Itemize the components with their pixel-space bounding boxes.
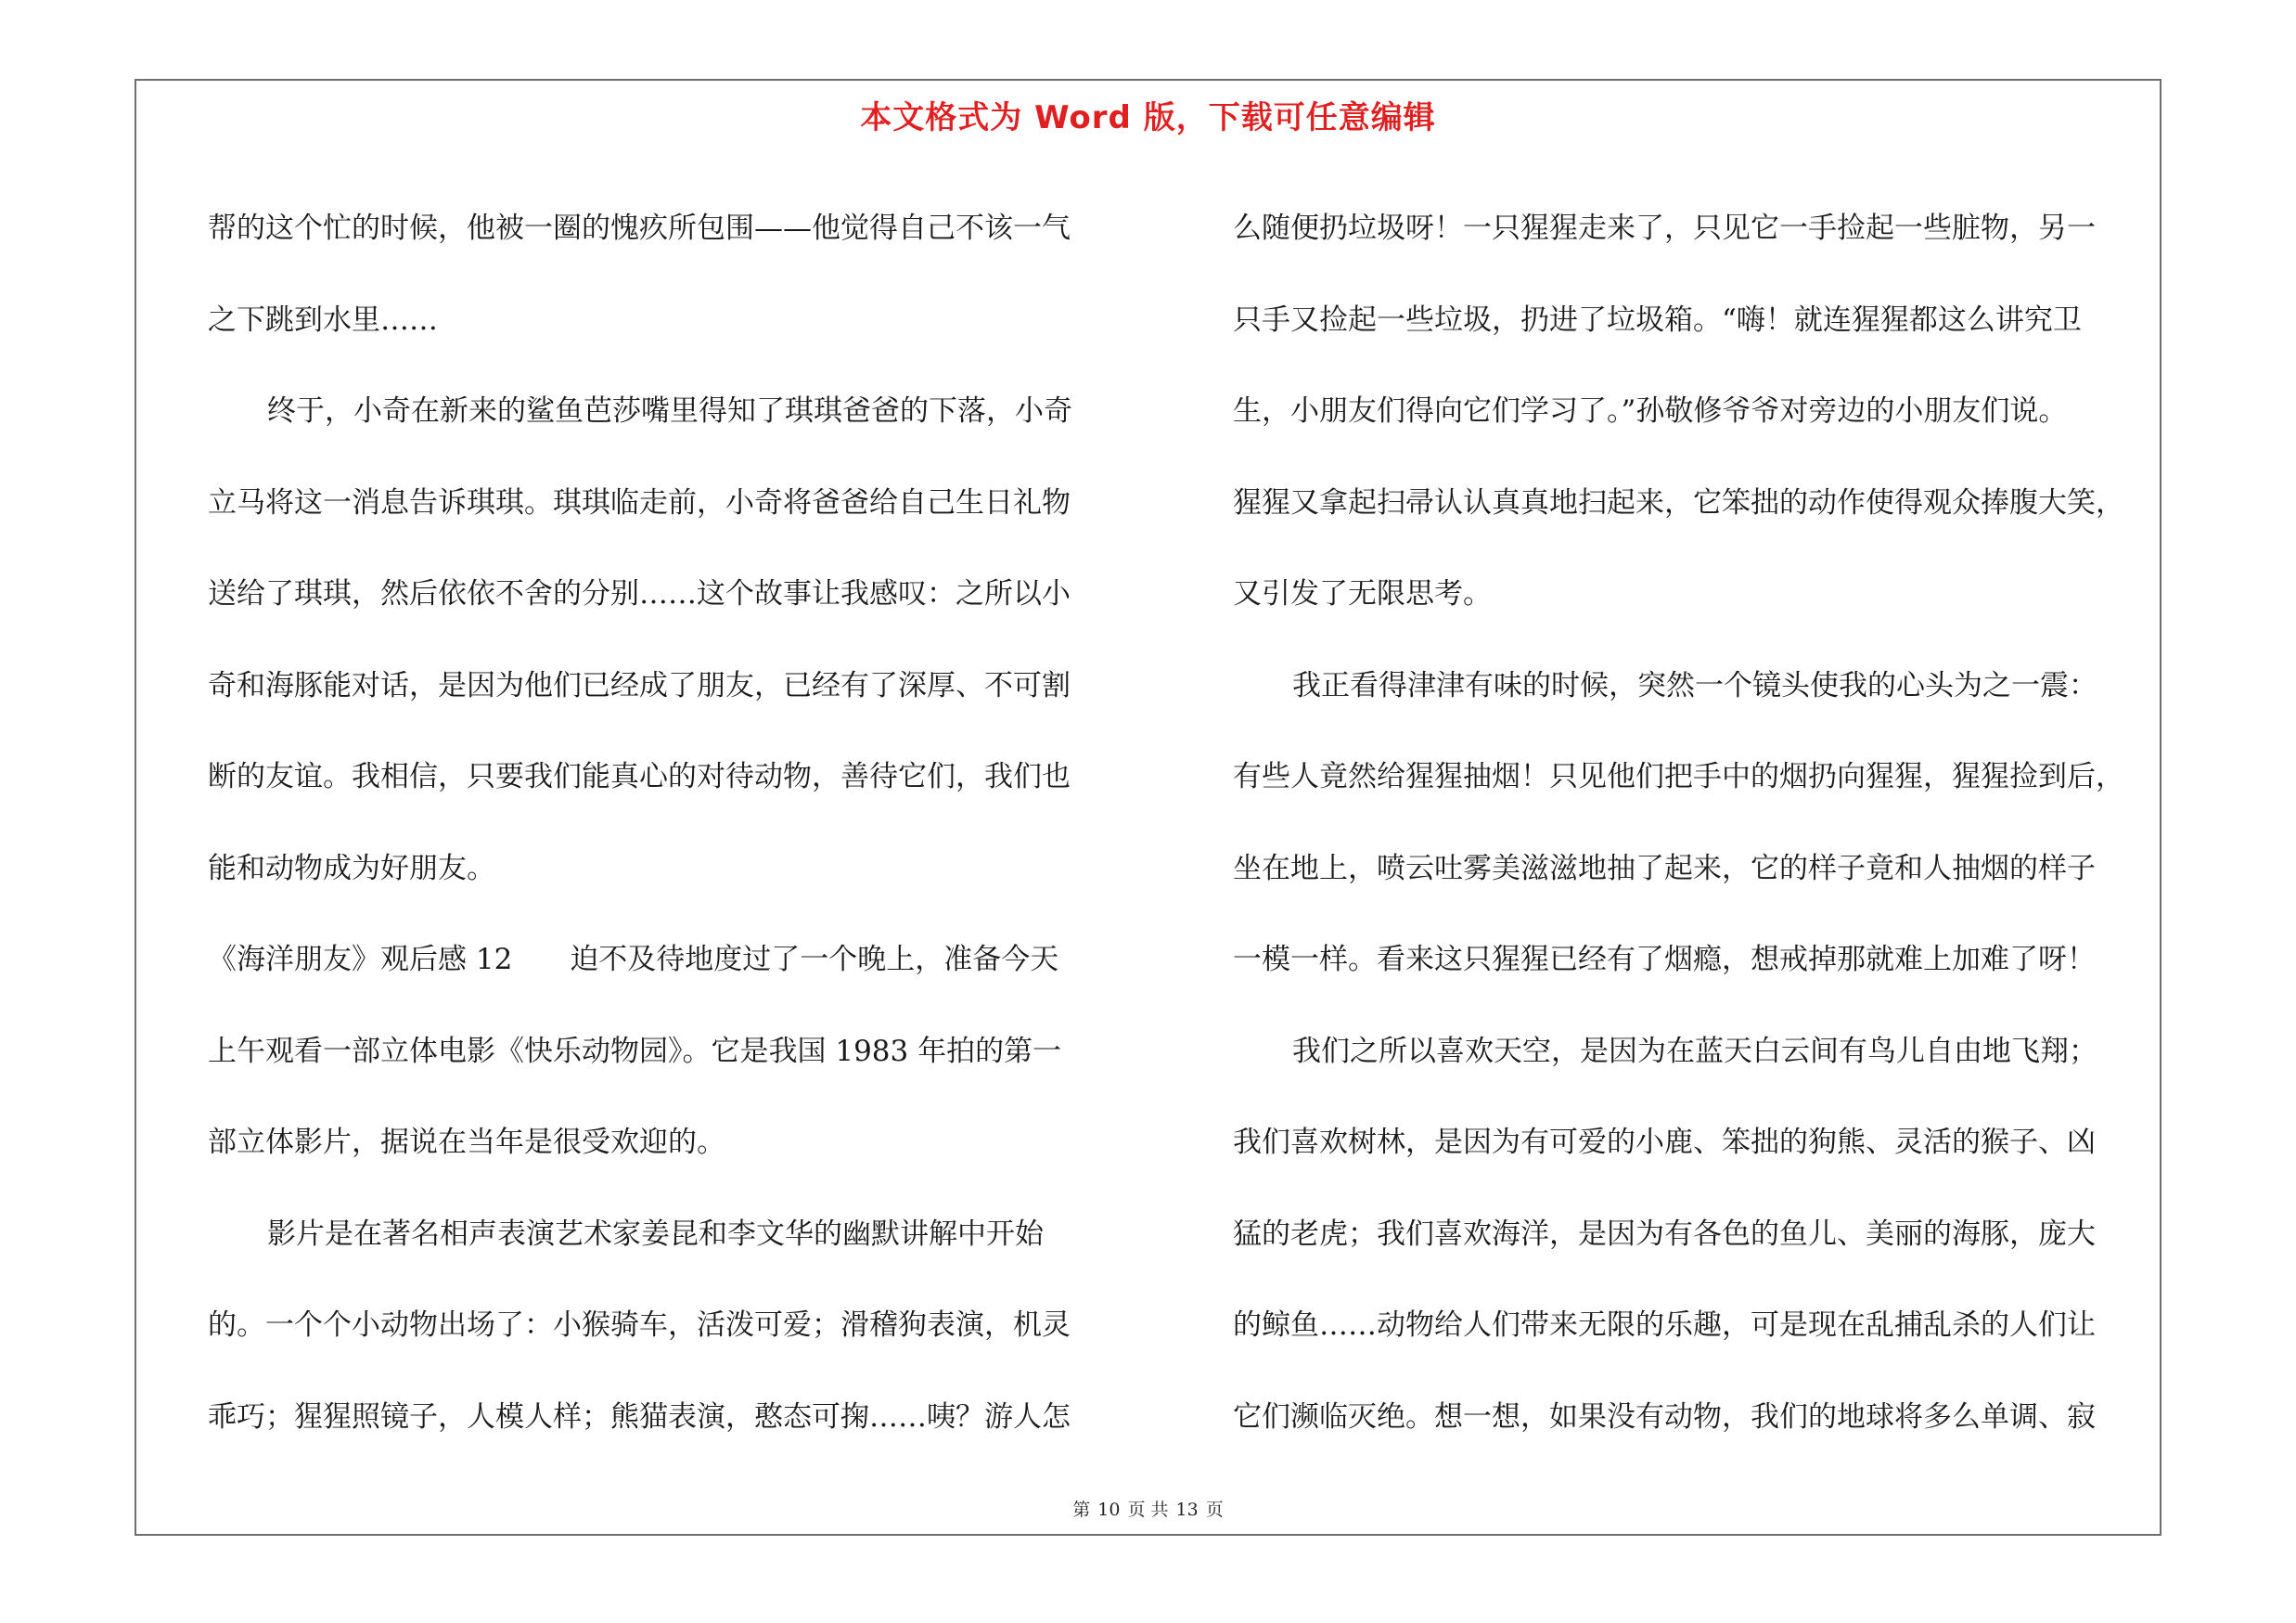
- text-line: 的鲸鱼……动物给人们带来无限的乐趣，可是现在乱捕乱杀的人们让: [1233, 1308, 2096, 1342]
- text-line: 乖巧；猩猩照镜子，人模人样；熊猫表演，憨态可掬……咦？游人怎: [208, 1399, 1071, 1434]
- text-line: 只手又捡起一些垃圾，扔进了垃圾箱。“嗨！就连猩猩都这么讲究卫: [1233, 303, 2082, 337]
- text-line: 生，小朋友们得向它们学习了。”孙敬修爷爷对旁边的小朋友们说。: [1233, 394, 2068, 428]
- text-line: 猛的老虎；我们喜欢海洋，是因为有各色的鱼儿、美丽的海豚，庞大: [1233, 1217, 2096, 1251]
- current-page-number: 10: [1097, 1500, 1121, 1520]
- text-line: 之下跳到水里……: [208, 303, 438, 337]
- total-page-count: 13: [1175, 1500, 1199, 1520]
- text-line: 又引发了无限思考。: [1233, 577, 1492, 611]
- text-line: 我正看得津津有味的时候，突然一个镜头使我的心头为之一震：: [1292, 668, 2097, 702]
- page-frame: [135, 79, 2161, 1536]
- text-line: 断的友谊。我相信，只要我们能真心的对待动物，善待它们，我们也: [208, 760, 1071, 793]
- text-line: 能和动物成为好朋友。: [208, 851, 495, 885]
- page-footer: [136, 1496, 2160, 1521]
- text-line: 部立体影片，据说在当年是很受欢迎的。: [208, 1126, 725, 1159]
- text-line: 影片是在著名相声表演艺术家姜昆和李文华的幽默讲解中开始: [267, 1217, 1044, 1251]
- text-line: 坐在地上，喷云吐雾美滋滋地抽了起来，它的样子竟和人抽烟的样子: [1233, 851, 2096, 885]
- article-title: 《海洋朋友》观后感 12: [208, 943, 513, 976]
- text-line: 立马将这一消息告诉琪琪。琪琪临走前，小奇将爸爸给自己生日礼物: [208, 485, 1071, 520]
- text-line: 奇和海豚能对话，是因为他们已经成了朋友，已经有了深厚、不可割: [208, 668, 1071, 702]
- text-line: 送给了琪琪，然后依依不舍的分别……这个故事让我感叹：之所以小: [208, 577, 1071, 611]
- text-line: 一模一样。看来这只猩猩已经有了烟瘾，想戒掉那就难上加难了呀！: [1233, 943, 2096, 976]
- article-title-line: [208, 914, 1131, 1006]
- text-line: 我们喜欢树林，是因为有可爱的小鹿、笨拙的狗熊、灵活的猴子、凶: [1233, 1126, 2096, 1159]
- text-line: 我们之所以喜欢天空，是因为在蓝天白云间有鸟儿自由地飞翔；: [1292, 1034, 2097, 1068]
- left-column: [208, 183, 1131, 1462]
- format-banner: 本文格式为 Word 版，下载可任意编辑: [860, 99, 1436, 136]
- footer-middle: 页 共: [1127, 1500, 1169, 1520]
- text-line: 上午观看一部立体电影《快乐动物园》。它是我国 1983 年拍的第一: [208, 1034, 1062, 1068]
- text-line: 帮的这个忙的时候，他被一圈的愧疚所包围——他觉得自己不该一气: [208, 212, 1071, 245]
- text-line: 猩猩又拿起扫帚认认真真地扫起来，它笨拙的动作使得观众捧腹大笑，: [1233, 485, 2124, 520]
- right-column: [1233, 183, 2161, 1462]
- text-line: 有些人竟然给猩猩抽烟！只见他们把手中的烟扔向猩猩，猩猩捡到后，: [1233, 760, 2124, 793]
- footer-suffix: 页: [1205, 1500, 1224, 1520]
- text-line: 么随便扔垃圾呀！一只猩猩走来了，只见它一手捡起一些脏物，另一: [1233, 212, 2096, 245]
- text-line: 它们濒临灭绝。想一想，如果没有动物，我们的地球将多么单调、寂: [1233, 1399, 2096, 1434]
- text-line: 的。一个个小动物出场了：小猴骑车，活泼可爱；滑稽狗表演，机灵: [208, 1308, 1071, 1342]
- text-line: 迫不及待地度过了一个晚上，准备今天: [570, 943, 1059, 976]
- text-line: 终于，小奇在新来的鲨鱼芭莎嘴里得知了琪琪爸爸的下落，小奇: [267, 394, 1072, 428]
- footer-prefix: 第: [1072, 1500, 1091, 1520]
